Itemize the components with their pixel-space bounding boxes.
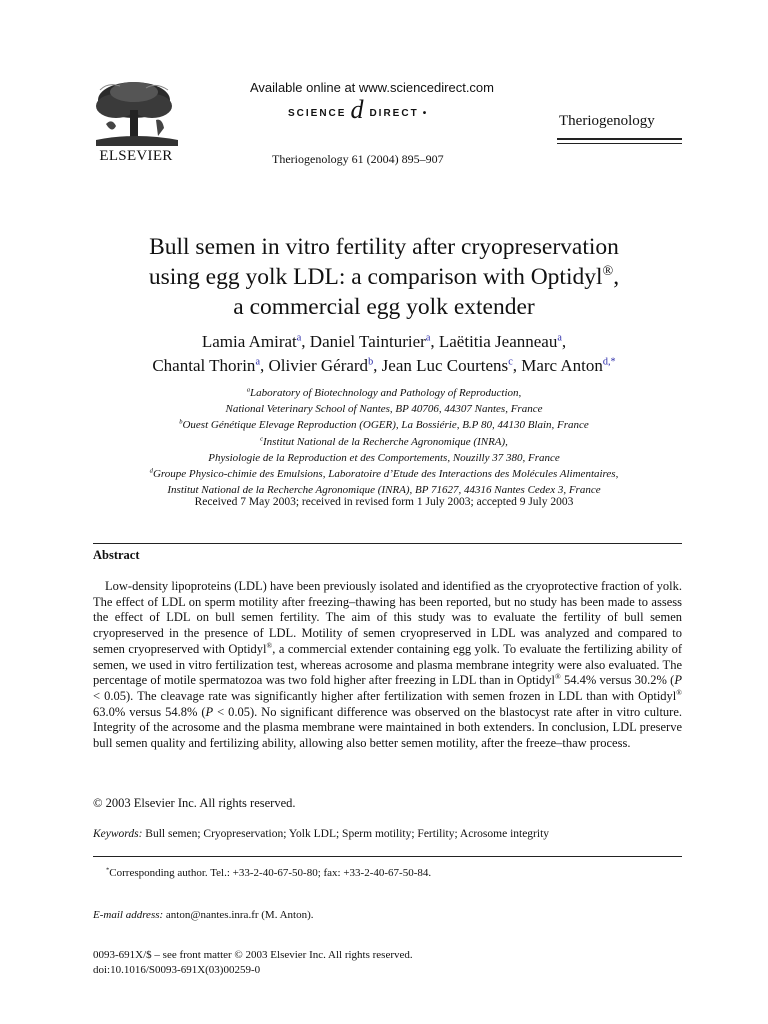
affiliation-c-line2: Physiologie de la Reproduction et des Comportements, Nouzilly 37 380, France: [208, 451, 560, 464]
author-list: [60, 330, 708, 378]
title-line-1: Bull semen in vitro fertility after cryopreservation: [149, 234, 619, 260]
registered-mark: ®: [266, 640, 273, 650]
author-name: Lamia Amirat: [201, 332, 297, 351]
affiliation-d-line2: Institut National de la Recherche Agronomique (INRA), BP 71627, 44316 Nantes Cedex 3, France: [167, 484, 601, 497]
sd-mark-icon: d: [350, 95, 366, 124]
author-aff-link[interactable]: d,*: [602, 356, 616, 368]
publisher-name: ELSEVIER: [99, 148, 173, 164]
sciencedirect-logo: SCIENCE d DIRECT •: [288, 95, 429, 124]
author-aff-link[interactable]: a: [255, 356, 260, 368]
abstract-body: Low-density lipoproteins (LDL) have been previously isolated and identified as the cryoprotective fraction of yolk. The effect of LDL on sperm motility after freezing–thawing has been reported, but no study has been made to assess the effect of LDL on bull semen fertility. The aim of this study was to evaluate the fertility of bull semen cryopreserved in the presence of LDL. Motility of semen cryopreserved in LDL was analyzed and compared to semen cryopreserved with Optidyl®, a commercial extender containing egg yolk. To evaluate the fertilizing ability of semen, we used in vitro fertilization test, whereas acrosome and plasma membrane integrity were also evaluated. The percentage of motile spermatozoa was two fold higher after freezing in LDL than in Optidyl® 54.4% versus 30.2% (P < 0.05). The cleavage rate was significantly higher after fertilization with semen frozen in LDL than with Optidyl® 63.0% versus 54.8% (P < 0.05). No significant difference was observed on the blastocyst rate after in vitro culture. Integrity of the acrosome and the plasma membrane were maintained in both extenders. In conclusion, LDL preserve bull semen quality and fertilizing ability, allowing also better semen motility, after the freeze–thaw process.: [93, 579, 682, 751]
journal-title: Theriogenology: [559, 113, 655, 129]
affiliation-a: $^a$Laboratory of Biotechnology and Pathology of Reproduction,: [246, 386, 522, 399]
author-line-1: Lamia Amirat$^a$, Daniel Tainturier$^a$, Laëtitia Jeanneau$^a$,: [201, 332, 567, 351]
title-line-3: a commercial egg yolk extender: [233, 294, 535, 320]
author-aff-link[interactable]: b: [368, 356, 374, 368]
author-aff-link[interactable]: c: [508, 356, 513, 368]
keywords: [93, 828, 549, 840]
abstract-bottom-rule: [93, 856, 682, 857]
journal-citation: Theriogenology 61 (2004) 895–907: [272, 152, 444, 166]
affiliation-a-line2: National Veterinary School of Nantes, BP 40706, 44307 Nantes, France: [225, 403, 543, 416]
registered-mark: ®: [602, 263, 614, 280]
author-name: Chantal Thorin: [152, 356, 256, 375]
affiliation-d: $^d$Groupe Physico-chimie des Emulsions, Laboratoire d’Etude des Interactions des Molécules Alimentaires,: [149, 467, 619, 481]
registered-mark: ®: [555, 672, 561, 682]
email-address-link[interactable]: anton@nantes.inra.fr (M. Anton).: [165, 909, 314, 921]
sd-left-word: SCIENCE: [288, 107, 347, 119]
doi-link[interactable]: doi:10.1016/S0093-691X(03)00259-0: [93, 964, 261, 976]
affiliation-list: [60, 385, 708, 498]
sd-right-word: DIRECT: [369, 107, 419, 119]
email-label: E-mail address:: [93, 909, 164, 921]
tree-logo-icon: [86, 80, 186, 146]
header-rule-thin: [557, 143, 682, 144]
abstract-heading: Abstract: [93, 548, 140, 562]
registered-mark: ®: [676, 687, 682, 697]
email-note: [93, 909, 314, 921]
author-name: Olivier Gérard: [268, 356, 369, 375]
keywords-list: Bull semen; Cryopreservation; Yolk LDL; Sperm motility; Fertility; Acrosome integrity: [145, 828, 550, 840]
header-rule: [557, 138, 682, 140]
author-name: Marc Anton: [521, 356, 603, 375]
author-aff-link[interactable]: a: [296, 332, 302, 344]
received-dates: Received 7 May 2003; received in revised form 1 July 2003; accepted 9 July 2003: [194, 496, 574, 508]
abstract-top-rule: [93, 543, 682, 544]
abstract-copyright: © 2003 Elsevier Inc. All rights reserved.: [93, 796, 296, 810]
author-line-2: Chantal Thorin$^a$, Olivier Gérard$^b$, Jean Luc Courtens$^c$, Marc Anton$^{d,*}$: [152, 356, 616, 375]
author-name: Daniel Tainturier: [309, 332, 426, 351]
article-title: [60, 232, 708, 322]
author-name: Laëtitia Jeanneau: [438, 332, 558, 351]
affiliation-b: $^b$Ouest Génétique Elevage Reproduction (OGER), La Bossiérie, B.P 80, 44130 Blain, France: [179, 418, 589, 432]
available-online-text[interactable]: Available online at www.sciencedirect.com: [250, 80, 494, 95]
author-aff-link[interactable]: a: [557, 332, 562, 344]
author-aff-link[interactable]: a: [425, 332, 431, 344]
author-name: Jean Luc Courtens: [381, 356, 509, 375]
affiliation-c: $^c$Institut National de la Recherche Agronomique (INRA),: [260, 434, 508, 448]
corresponding-author-note: *Corresponding author. Tel.: +33-2-40-67-50-80; fax: +33-2-40-67-50-84.: [106, 866, 432, 879]
issn-line: 0093-691X/$ – see front matter © 2003 Elsevier Inc. All rights reserved.: [93, 949, 413, 961]
title-line-2: using egg yolk LDL: a comparison with Optidyl®,: [148, 263, 620, 290]
keywords-label: Keywords:: [93, 828, 143, 840]
